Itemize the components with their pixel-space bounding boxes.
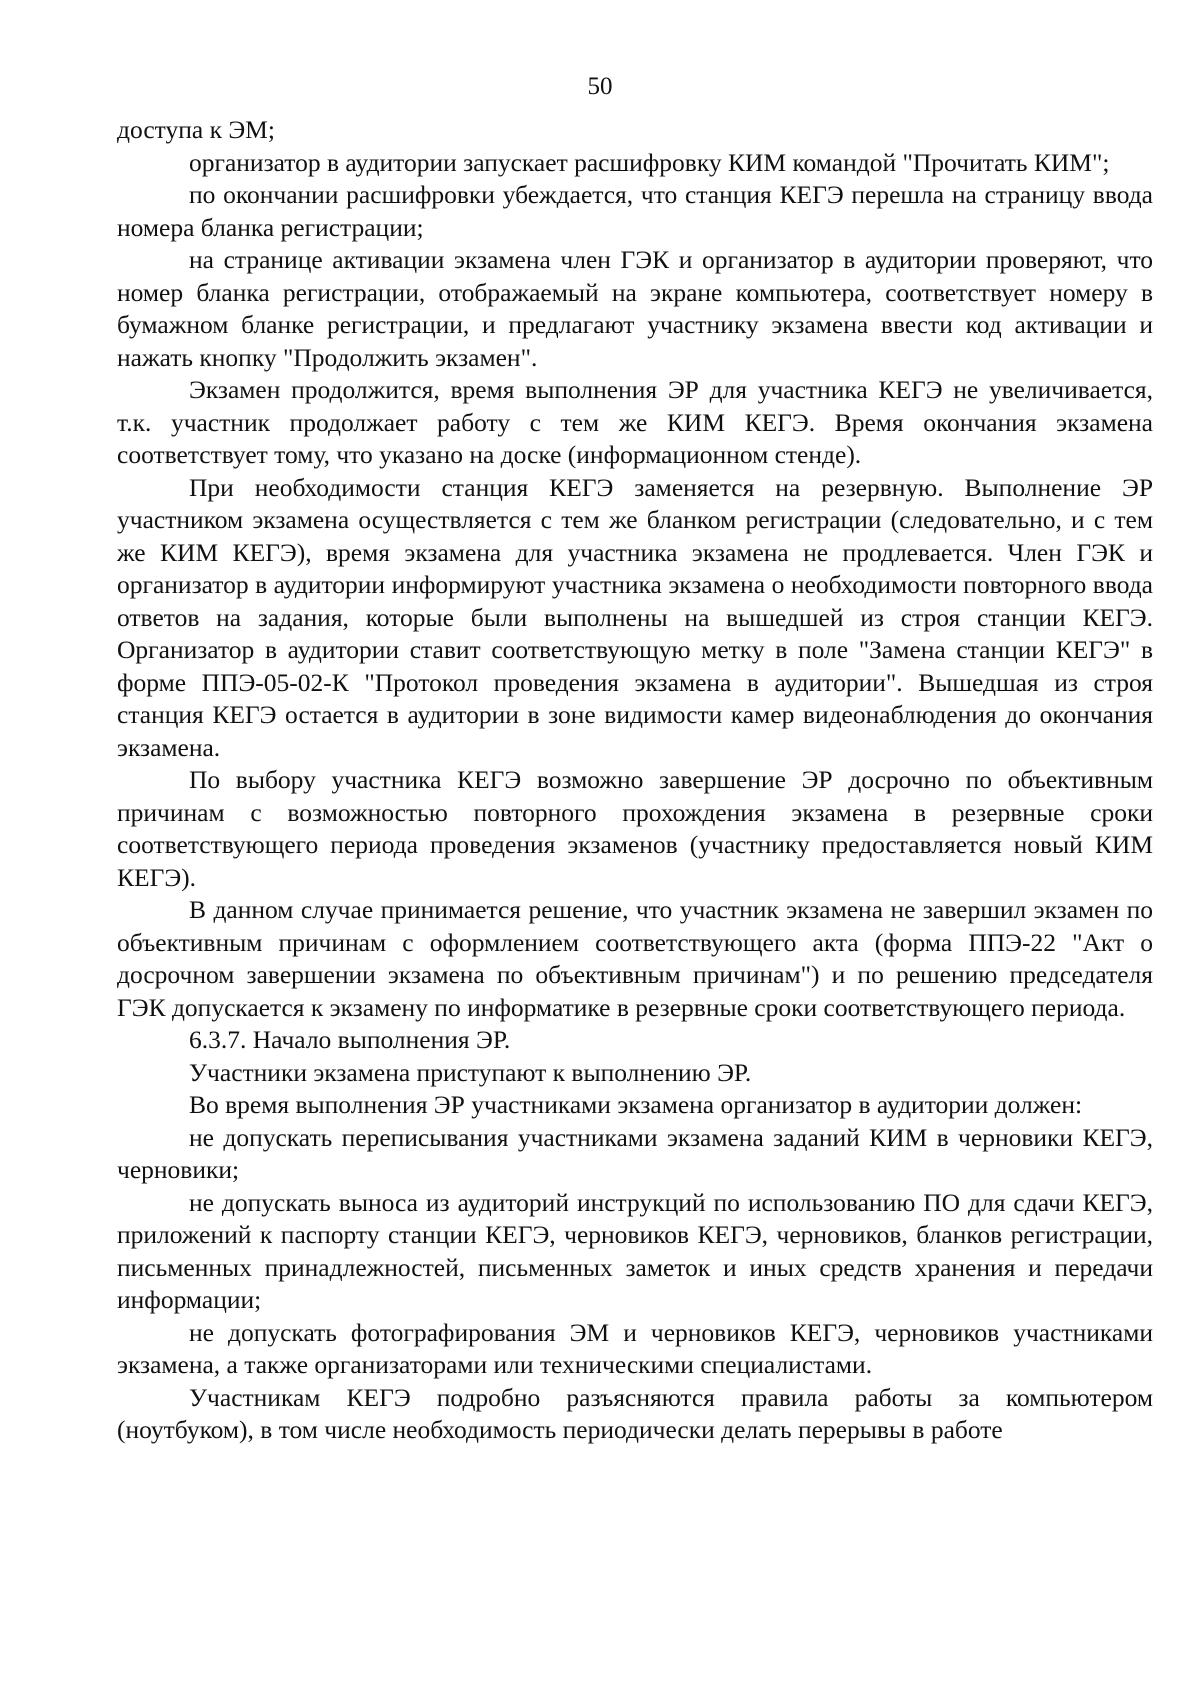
paragraph: не допускать фотографирования ЭМ и черновиков КЕГЭ, черновиков участниками экзамена, а также организаторами или техническими специалистами. — [117, 1317, 1153, 1379]
paragraph: на странице активации экзамена член ГЭК и организатор в аудитории проверяют, что номер бланка регистрации, отображаемый на экране компьютера, соответствует номеру в бумажном бланке регистрации, и предлагают участнику экзамена ввести код активации и нажать кнопку "Продолжить экзамен". — [117, 245, 1153, 372]
paragraph: организатор в аудитории запускает расшифровку КИМ командой "Прочитать КИМ"; — [189, 147, 1110, 177]
page-number: 50 — [587, 73, 613, 100]
paragraph: В данном случае принимается решение, что участник экзамена не завершил экзамен по объективным причинам с оформлением соответствующего акта (форма ППЭ-22 "Акт о досрочном завершении экзамена по объективным причинам") и по решению председателя ГЭК допускается к экзамену по информатике в резервные сроки соответствующего периода. — [117, 895, 1153, 1022]
paragraph: Участникам КЕГЭ подробно разъясняются правила работы за компьютером (ноутбуком), в том числе необходимость периодически делать перерывы в работе — [117, 1382, 1153, 1444]
document-body — [117, 114, 1153, 1447]
paragraph: Экзамен продолжится, время выполнения ЭР для участника КЕГЭ не увеличивается, т.к. участник продолжает работу с тем же КИМ КЕГЭ. Время окончания экзамена соответствует тому, что указано на доске (информационном стенде). — [117, 375, 1153, 469]
paragraph: не допускать выноса из аудиторий инструкций по использованию ПО для сдачи КЕГЭ, приложений к паспорту станции КЕГЭ, черновиков КЕГЭ, черновиков, бланков регистрации, письменных принадлежностей, письменных заметок и иных средств хранения и передачи информации; — [117, 1187, 1153, 1314]
paragraph: не допускать переписывания участниками экзамена заданий КИМ в черновики КЕГЭ, черновики; — [117, 1122, 1153, 1184]
paragraph: Участники экзамена приступают к выполнению ЭР. — [189, 1057, 752, 1087]
paragraph: Во время выполнения ЭР участниками экзамена организатор в аудитории должен: — [189, 1090, 1083, 1119]
paragraph: доступа к ЭМ; — [117, 115, 275, 144]
paragraph: по окончании расшифровки убеждается, что станция КЕГЭ перешла на страницу ввода номера бланка регистрации; — [117, 180, 1153, 242]
section-heading: 6.3.7. Начало выполнения ЭР. — [189, 1025, 511, 1054]
paragraph: По выбору участника КЕГЭ возможно завершение ЭР досрочно по объективным причинам с возможностью повторного прохождения экзамена в резервные сроки соответствующего периода проведения экзаменов (участнику предоставляется новый КИМ КЕГЭ). — [117, 765, 1153, 892]
paragraph: При необходимости станция КЕГЭ заменяется на резервную. Выполнение ЭР участником экзамена осуществляется с тем же бланком регистрации (следовательно, и с тем же КИМ КЕГЭ), время экзамена для участника экзамена не продлевается. Член ГЭК и организатор в аудитории информируют участника экзамена о необходимости повторного ввода ответов на задания, которые были выполнены на вышедшей из строя станции КЕГЭ. Организатор в аудитории ставит соответствующую метку в поле "Замена станции КЕГЭ" в форме ППЭ-05-02-К "Протокол проведения экзамена в аудитории". Вышедшая из строя станция КЕГЭ остается в аудитории в зоне видимости камер видеонаблюдения до окончания экзамена. — [117, 472, 1153, 762]
